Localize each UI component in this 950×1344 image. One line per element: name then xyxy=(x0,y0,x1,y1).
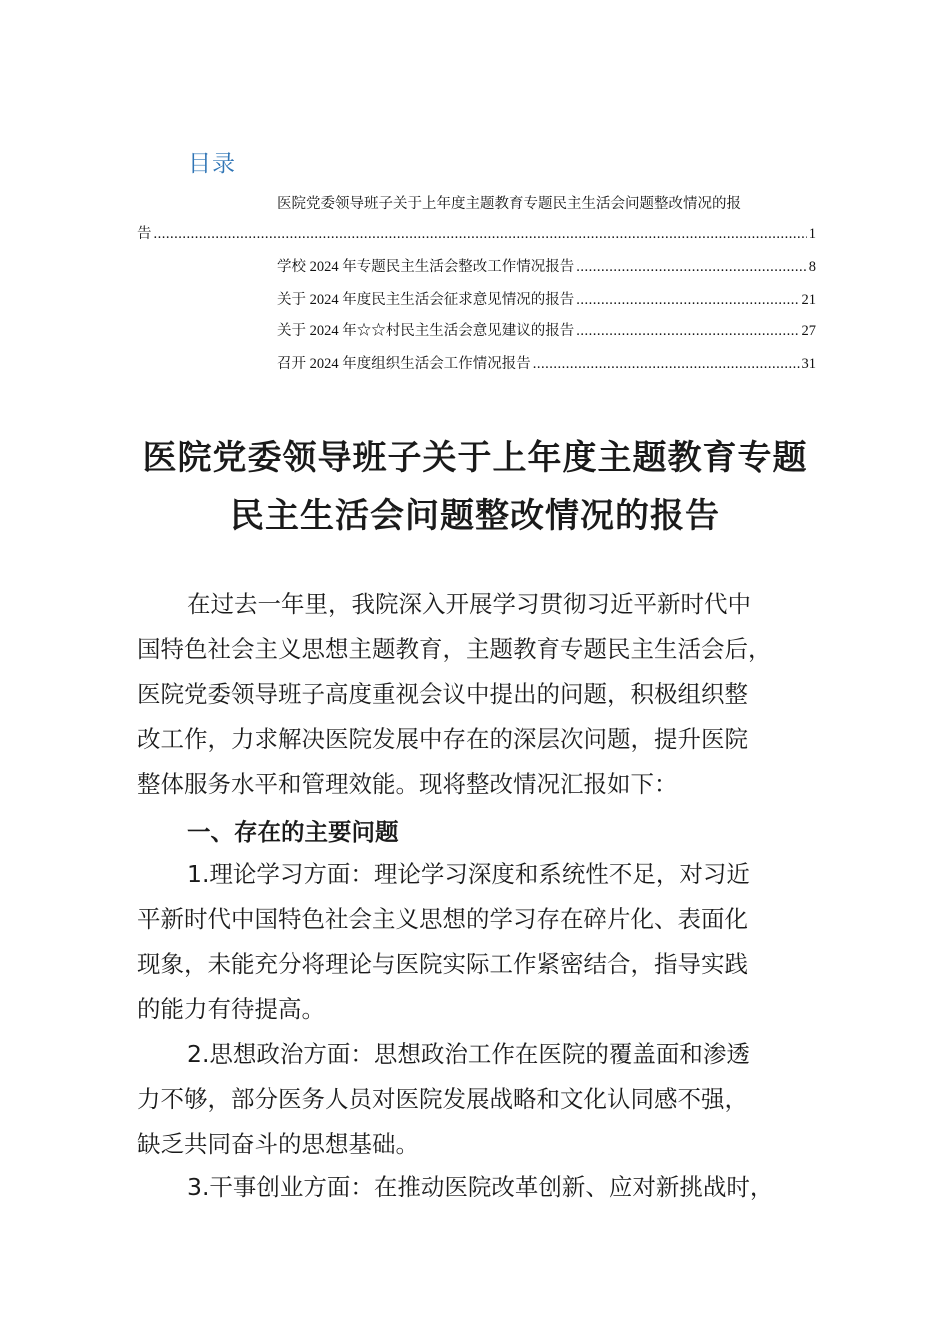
toc-page-number: 1 xyxy=(808,226,816,242)
toc-entry-text: 学校 2024 年专题民主生活会整改工作情况报告 xyxy=(277,259,575,275)
paragraph-line: 平新时代中国特色社会主义思想的学习存在碎片化、表面化 xyxy=(137,905,748,933)
intro-paragraph xyxy=(137,582,837,807)
toc-title: 目录 xyxy=(188,151,236,177)
toc-leader-dots xyxy=(154,226,807,243)
paragraph-line: 力不够，部分医务人员对医院发展战略和文化认同感不强， xyxy=(137,1085,748,1113)
toc-entry-2[interactable] xyxy=(277,255,816,276)
toc-entry-text: 关于 2024 年度民主生活会征求意见情况的报告 xyxy=(277,292,575,308)
paragraph-line: 国特色社会主义思想主题教育，主题教育专题民主生活会后， xyxy=(137,635,772,663)
toc-leader-dots xyxy=(576,323,799,340)
item-3-paragraph xyxy=(137,1165,837,1210)
toc-entry-text: 召开 2024 年度组织生活会工作情况报告 xyxy=(277,356,531,372)
document-title-line-1: 医院党委领导班子关于上年度主题教育专题 xyxy=(142,438,808,478)
section-heading: 一、存在的主要问题 xyxy=(187,818,399,846)
toc-entry-5[interactable] xyxy=(277,352,816,373)
paragraph-line: 3.干事创业方面：在推动医院改革创新、应对新挑战时， xyxy=(187,1173,774,1201)
paragraph-line: 1.理论学习方面：理论学习深度和系统性不足，对习近 xyxy=(187,860,750,888)
toc-entry-text: 告 xyxy=(137,226,152,242)
paragraph-line: 缺乏共同奋斗的思想基础。 xyxy=(137,1130,419,1158)
toc-entry-3[interactable] xyxy=(277,288,816,309)
toc-entry-1-cont[interactable] xyxy=(137,222,816,243)
paragraph-line: 2.思想政治方面：思想政治工作在医院的覆盖面和渗透 xyxy=(187,1040,750,1068)
paragraph-line: 在过去一年里，我院深入开展学习贯彻习近平新时代中 xyxy=(187,590,751,618)
toc-page-number: 27 xyxy=(801,323,816,339)
toc-leader-dots xyxy=(576,259,807,276)
document-title-line-2: 民主生活会问题整改情况的报告 xyxy=(230,496,720,536)
item-1-paragraph xyxy=(137,852,837,1032)
toc-entry-text: 关于 2024 年☆☆村民主生活会意见建议的报告 xyxy=(277,323,575,339)
paragraph-line: 改工作，力求解决医院发展中存在的深层次问题，提升医院 xyxy=(137,725,748,753)
paragraph-line: 整体服务水平和管理效能。现将整改情况汇报如下： xyxy=(137,770,678,798)
item-2-paragraph xyxy=(137,1032,837,1167)
toc-page-number: 8 xyxy=(808,259,816,275)
paragraph-line: 现象，未能充分将理论与医院实际工作紧密结合，指导实践 xyxy=(137,950,748,978)
paragraph-line: 医院党委领导班子高度重视会议中提出的问题，积极组织整 xyxy=(137,680,748,708)
toc-page-number: 21 xyxy=(801,292,816,308)
toc-page-number: 31 xyxy=(801,356,816,372)
toc-entry-1[interactable] xyxy=(277,192,741,213)
toc-leader-dots xyxy=(533,356,800,373)
toc-leader-dots xyxy=(576,292,799,309)
toc-entry-text: 医院党委领导班子关于上年度主题教育专题民主生活会问题整改情况的报 xyxy=(277,196,741,212)
paragraph-line: 的能力有待提高。 xyxy=(137,995,325,1023)
toc-entry-4[interactable] xyxy=(277,319,816,340)
